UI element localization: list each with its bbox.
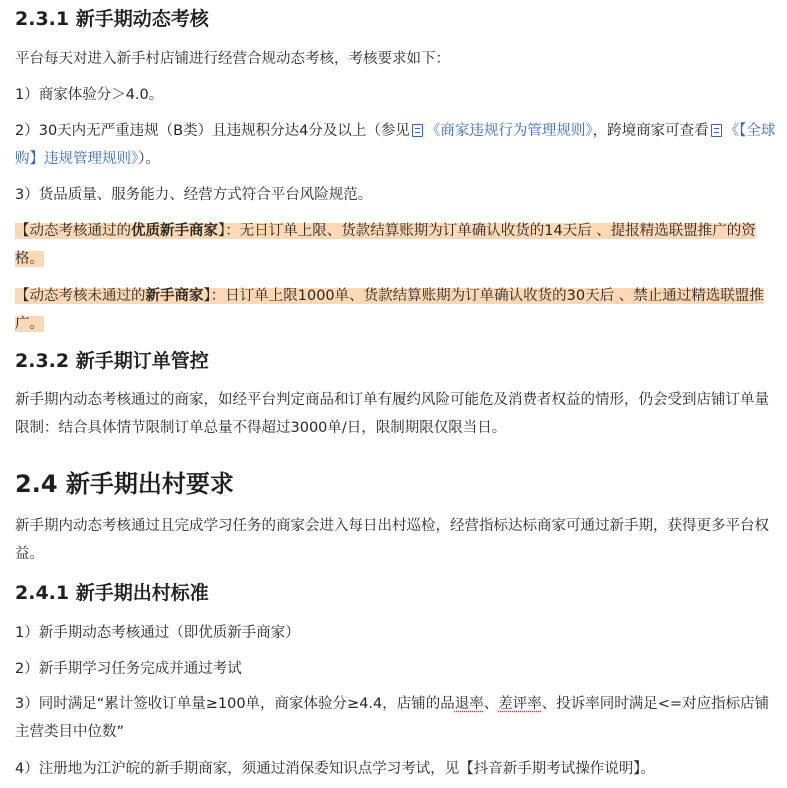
- heading-2-3-1: 2.3.1 新手期动态考核: [15, 8, 209, 30]
- paragraph-intro: 平台每天对进入新手村店铺进行经营合规动态考核，考核要求如下：: [15, 51, 450, 67]
- heading-2-4: 2.4 新手期出村要求: [15, 470, 234, 498]
- highlight-pass-text: [15, 223, 756, 267]
- exit-item-1: 1）新手期动态考核通过（即优质新手商家）: [15, 625, 300, 641]
- doc-icon: [412, 124, 423, 137]
- fail-body: ：日订单上限1000单、货款结算账期为订单确认收货的30天后 、禁止通过精选联盟推广。: [15, 288, 764, 332]
- highlight-fail-text: [15, 288, 764, 332]
- pass-body: ：无日订单上限、货款结算账期为订单确认收货的14天后 、提报精选联盟推广的资格。: [15, 223, 756, 267]
- highlight-fail: [15, 282, 779, 338]
- exit-item-2: 2）新手期学习任务完成并通过考试: [15, 661, 242, 677]
- pass-bold-label: 优质新手商家: [131, 223, 218, 239]
- heading-2-3-2: 2.3.2 新手期订单管控: [15, 350, 209, 372]
- return-rate-term: 退率: [454, 696, 484, 712]
- exit-item-3: [15, 690, 779, 746]
- bad-review-rate-term: 差评率: [498, 696, 542, 712]
- list-item-2-post: ）。: [138, 151, 160, 167]
- link-merchant-violation-rules-label: 《商家违规行为管理规则》: [425, 123, 593, 139]
- exit-item-3-sep: 、: [483, 696, 499, 712]
- pass-bracket-close: 】: [218, 223, 226, 239]
- list-item-3: 3）货品质量、服务能力、经营方式符合平台风险规范。: [15, 187, 373, 203]
- exit-item-4: 4）注册地为江沪皖的新手期商家，须通过消保委知识点学习考试，见【抖音新手期考试操作说明】。: [15, 761, 655, 777]
- highlight-pass: [15, 217, 779, 273]
- list-item-1: 1）商家体验分＞4.0。: [15, 87, 164, 103]
- fail-bold-label: 新手商家: [145, 288, 204, 304]
- list-item-2-text: 2）30天内无严重违规（B类）且违规积分达4分及以上（参见: [15, 123, 410, 139]
- fail-bracket-close: 】: [203, 288, 211, 304]
- heading-2-4-1: 2.4.1 新手期出村标准: [15, 582, 209, 604]
- paragraph-exit-requirements: 新手期内动态考核通过且完成学习任务的商家会进入每日出村巡检，经营指标达标商家可通过新手期，获得更多平台权益。: [15, 518, 769, 562]
- exit-item-3-post: 、投诉率同时满足<=对应指标店铺主营类目中位数”: [15, 696, 770, 740]
- link-global-violation-rules-label: 《【全球购】违规管理规则》: [15, 123, 776, 167]
- list-item-2: [15, 117, 779, 173]
- pass-bracket-open: 【动态考核通过的: [15, 223, 131, 239]
- doc-icon: [711, 124, 722, 137]
- exit-item-3-pre: 3）同时满足“累计签收订单量≥100单，商家体验分≥4.4，店铺的品: [15, 696, 455, 712]
- fail-bracket-open: 【动态考核未通过的: [15, 288, 146, 304]
- link-merchant-violation-rules[interactable]: [410, 123, 593, 139]
- paragraph-order-control: 新手期内动态考核通过的商家，如经平台判定商品和订单有履约风险可能危及消费者权益的情形，仍会受到店铺订单量限制：结合具体情节限制订单总量不得超过3000单/日，限制期限仅限当日。: [15, 392, 769, 436]
- list-item-2-mid: ，跨境商家可查看: [592, 123, 709, 139]
